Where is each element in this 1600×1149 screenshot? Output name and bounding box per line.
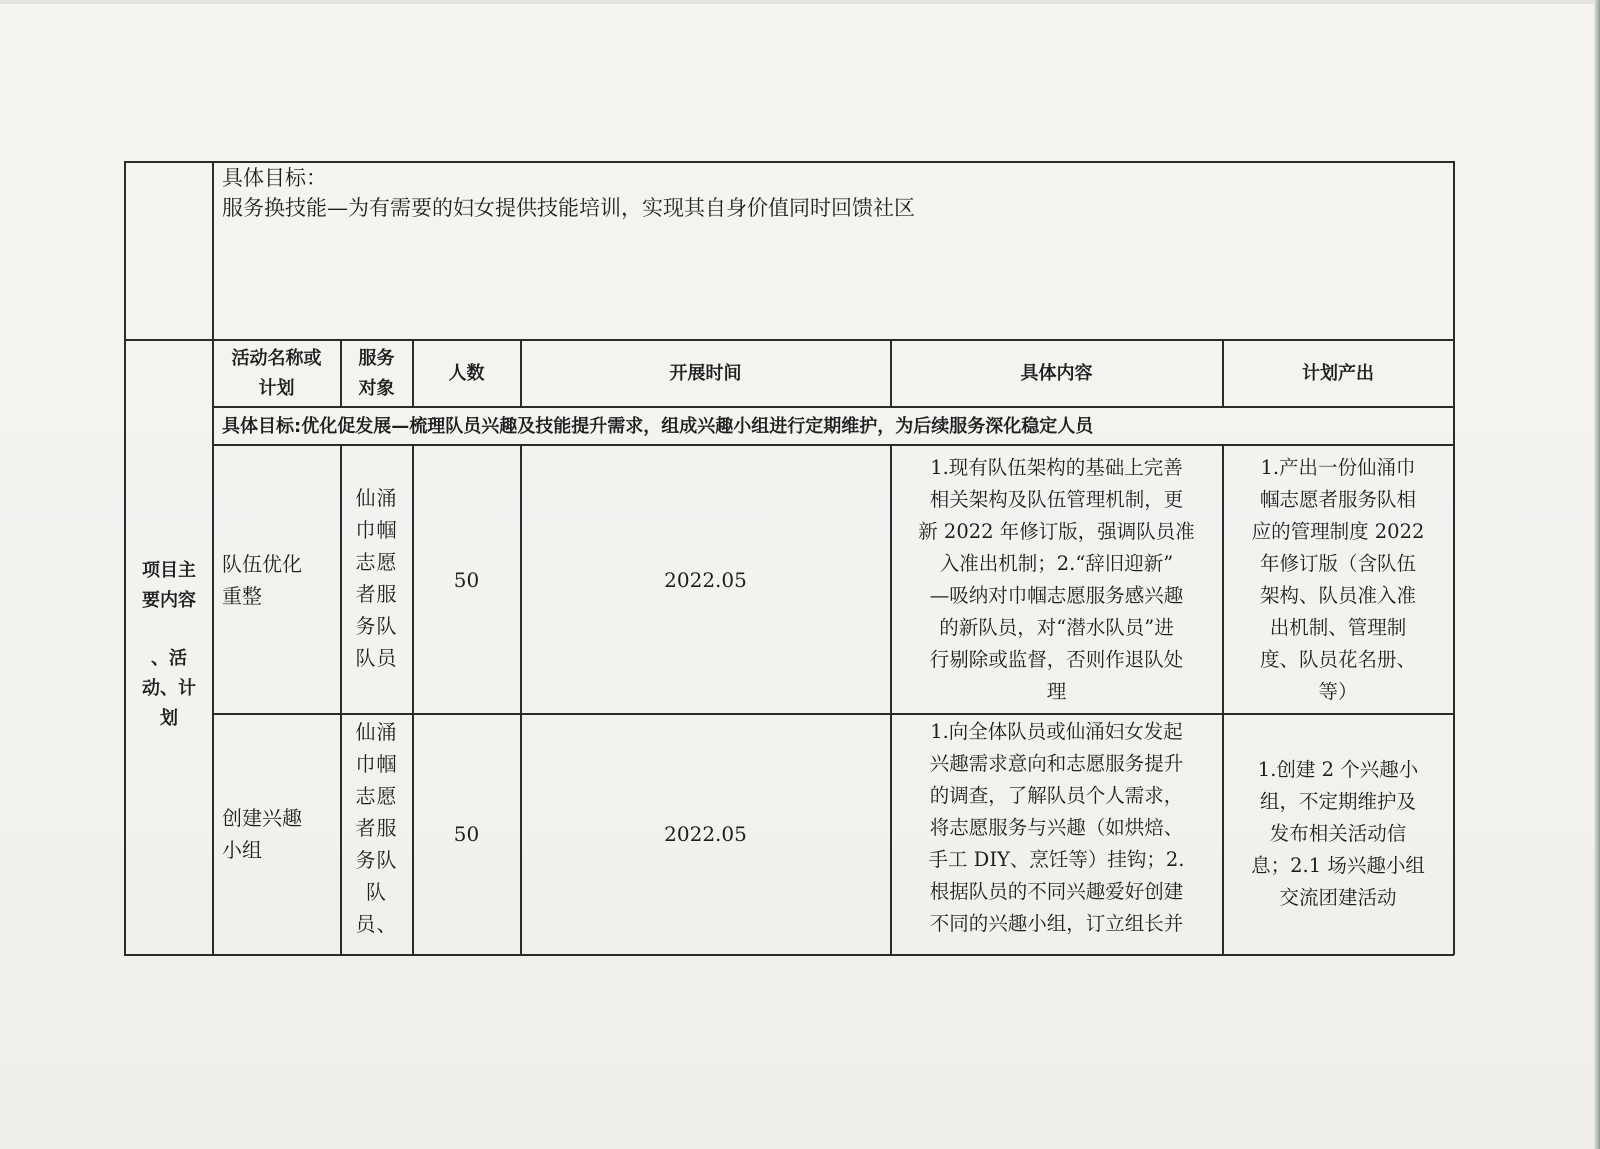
target-line: 者服 [355,816,398,840]
content-line: —吸纳对巾帼志愿服务感兴趣 [929,583,1184,607]
table-row-activity [222,715,340,953]
target-line: 务队 [355,614,398,638]
header-goal-label: 具体目标： [222,166,327,190]
content-line: 1.向全体队员或仙涌妇女发起 [930,720,1183,743]
section-label-line: 动、计 [142,678,196,699]
target-line: 队 [366,880,387,904]
activity-line: 重整 [222,583,262,608]
header-activity [213,341,340,407]
output-line: 等） [1318,679,1358,703]
target-line: 务队 [355,848,398,872]
target-line: 巾帼 [355,752,398,776]
content-line: 入准出机制；2.“辞旧迎新” [939,551,1174,575]
content-line: 将志愿服务与兴趣（如烘焙、 [929,816,1184,839]
content-line: 相关架构及队伍管理机制，更 [929,487,1184,511]
header-goal [222,163,1422,223]
output-line: 度、队员花名册、 [1259,647,1416,671]
output-line: 1.产出一份仙涌巾 [1260,455,1416,479]
target-line: 仙涌 [355,720,398,744]
table-row-time: 2022.05 [664,822,747,846]
header-target-line: 对象 [358,378,395,399]
header-content: 具体内容 [1020,363,1093,384]
section-label-line: 项目主 [142,560,196,581]
table-row-activity [222,446,340,713]
table-row-content [891,446,1222,713]
table-row-count: 50 [453,822,480,846]
target-line: 仙涌 [355,486,398,510]
page-right-edge [1594,0,1600,1149]
output-line: 架构、队员准入准 [1259,583,1416,607]
table-row-output [1223,715,1453,953]
section-label-line: 要内容 [142,590,196,611]
output-line: 1.创建 2 个兴趣小 [1257,758,1419,781]
table-row-target [341,472,412,684]
content-line: 手工 DIY、烹饪等）挂钩；2. [928,848,1185,871]
header-target-line: 服务 [358,348,395,369]
table-row-target [341,716,412,953]
target-line: 巾帼 [355,518,398,542]
content-line: 行剔除或监督，否则作退队处 [929,647,1184,671]
target-line: 志愿 [355,784,398,808]
content-line: 兴趣需求意向和志愿服务提升 [929,752,1184,775]
output-line: 发布相关活动信 [1269,822,1407,845]
content-line: 不同的兴趣小组，订立组长并 [929,912,1184,935]
header-goal-text: 服务换技能—为有需要的妇女提供技能培训，实现其自身价值同时回馈社区 [222,196,915,220]
output-line: 出机制、管理制 [1269,615,1407,639]
table-row-output [1223,446,1453,713]
section-label-line: 划 [160,708,178,729]
target-line: 者服 [355,582,398,606]
activity-line: 队伍优化 [222,551,302,576]
target-line: 队员 [355,646,398,670]
table-row-time: 2022.05 [664,567,747,592]
content-line: 新 2022 年修订版，强调队员准 [918,519,1195,543]
activity-line: 小组 [222,838,262,862]
goal-row: 具体目标:优化促发展—梳理队员兴趣及技能提升需求，组成兴趣小组进行定期维护，为后续服务深化稳定人员 [222,416,1094,437]
section-label [126,550,212,740]
header-count: 人数 [448,363,485,384]
content-line: 的新队员，对“潜水队员”进 [939,615,1174,639]
section-label-line: 、活 [151,648,187,669]
output-line: 组，不定期维护及 [1259,790,1416,813]
activity-line: 创建兴趣 [222,806,302,830]
output-line: 息；2.1 场兴趣小组 [1251,854,1425,877]
output-line: 交流团建活动 [1279,886,1397,909]
page-top-edge [0,0,1600,4]
header-time: 开展时间 [669,363,742,384]
target-line: 员、 [355,912,398,936]
target-line: 志愿 [355,550,398,574]
header-activity-line: 活动名称或 [231,348,322,369]
content-line: 根据队员的不同兴趣爱好创建 [929,880,1184,903]
output-line: 帼志愿者服务队相 [1259,487,1416,511]
header-activity-line: 计划 [258,378,295,399]
header-target [341,341,412,407]
content-line: 理 [1046,679,1067,703]
output-line: 应的管理制度 2022 [1251,519,1425,543]
header-output: 计划产出 [1302,363,1374,384]
content-line: 1.现有队伍架构的基础上完善 [930,455,1183,479]
table-row-content [891,716,1222,953]
content-line: 的调查，了解队员个人需求， [929,784,1184,807]
output-line: 年修订版（含队伍 [1259,551,1416,575]
table-row-count: 50 [453,567,480,592]
